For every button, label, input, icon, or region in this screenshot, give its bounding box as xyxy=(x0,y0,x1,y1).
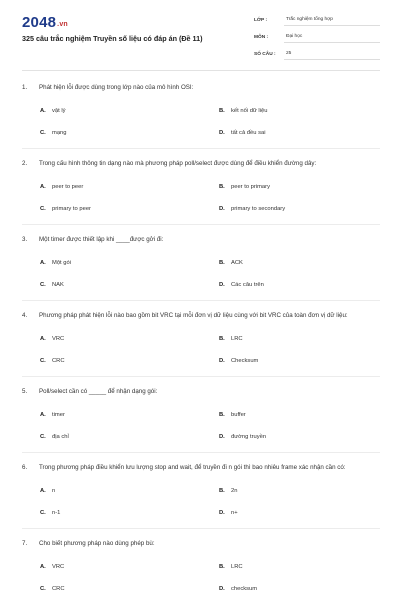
option-letter: A. xyxy=(40,564,46,570)
logo-text: 2048 xyxy=(22,14,57,31)
answer-option[interactable] xyxy=(201,426,380,448)
option-letter: D. xyxy=(219,586,225,592)
question-item xyxy=(0,82,400,144)
question-number: 7. xyxy=(22,540,28,547)
question-number: 1. xyxy=(22,84,28,91)
option-letter: D. xyxy=(219,358,225,364)
option-text: mạng xyxy=(52,130,67,136)
option-letter: A. xyxy=(40,184,46,190)
option-letter: A. xyxy=(40,336,46,342)
question-line xyxy=(22,158,380,170)
option-text: n-1 xyxy=(52,510,61,516)
answer-option[interactable] xyxy=(22,556,201,578)
answer-option[interactable] xyxy=(22,176,201,198)
question-line xyxy=(22,82,380,94)
option-text: LRC xyxy=(231,564,243,570)
option-text: Một gói xyxy=(52,260,72,266)
option-letter: D. xyxy=(219,130,225,136)
question-line xyxy=(22,234,380,246)
question-text: Phương pháp phát hiện lỗi nào bao gồm bit VRC tại mỗi đơn vị dữ liệu cùng với bit VRC của toàn đơn vị dữ liệu: xyxy=(39,312,348,319)
answer-option[interactable] xyxy=(201,176,380,198)
option-text: VRC xyxy=(52,336,65,342)
answer-option[interactable] xyxy=(22,274,201,296)
question-divider xyxy=(22,528,380,529)
option-text: kết nối dữ liệu xyxy=(231,108,268,114)
option-letter: B. xyxy=(219,488,225,494)
question-list xyxy=(0,82,400,600)
question-item xyxy=(0,386,400,448)
option-text: checksum xyxy=(231,586,258,592)
answer-option[interactable] xyxy=(201,122,380,144)
answer-option[interactable] xyxy=(201,252,380,274)
option-letter: A. xyxy=(40,488,46,494)
quiz-title: 325 câu trắc nghiệm Truyền số liệu có đáp án (Đề 11) xyxy=(22,34,203,43)
meta-label: SỐ CÂU : xyxy=(254,51,276,57)
header-divider xyxy=(22,70,380,71)
question-text: Một timer được thiết lập khi ____được gởi đi: xyxy=(39,236,164,243)
answer-option[interactable] xyxy=(22,252,201,274)
option-letter: D. xyxy=(219,434,225,440)
answer-option[interactable] xyxy=(22,198,201,220)
question-text: Poll/select cần có _____ để nhận dạng gói: xyxy=(39,388,158,395)
quiz-meta xyxy=(254,13,380,64)
answer-options xyxy=(22,328,380,372)
question-text: Trong cấu hình thông tin dạng nào mà phương pháp poll/select được dùng để điều khiển đường dây: xyxy=(39,160,317,167)
option-text: n xyxy=(52,488,56,494)
answer-option[interactable] xyxy=(201,556,380,578)
option-letter: A. xyxy=(40,260,46,266)
question-divider xyxy=(22,452,380,453)
option-text: NAK xyxy=(52,282,64,288)
answer-option[interactable] xyxy=(22,122,201,144)
answer-option[interactable] xyxy=(201,100,380,122)
option-text: peer to peer xyxy=(52,184,84,190)
option-letter: C. xyxy=(40,510,46,516)
answer-option[interactable] xyxy=(22,578,201,600)
question-text: Trong phương pháp điều khiển lưu lượng stop and wait, để truyền đi n gói thì bao nhiêu frame xác nhận cần có: xyxy=(39,464,346,471)
option-letter: B. xyxy=(219,184,225,190)
meta-row-class xyxy=(254,13,380,27)
meta-row-subject xyxy=(254,30,380,44)
option-text: tất cả đều sai xyxy=(231,130,266,136)
option-letter: C. xyxy=(40,130,46,136)
option-text: địa chỉ xyxy=(52,434,69,440)
answer-option[interactable] xyxy=(22,426,201,448)
question-divider xyxy=(22,300,380,301)
answer-option[interactable] xyxy=(201,328,380,350)
option-text: VRC xyxy=(52,564,65,570)
answer-options xyxy=(22,100,380,144)
option-letter: B. xyxy=(219,412,225,418)
option-letter: B. xyxy=(219,564,225,570)
option-text: buffer xyxy=(231,412,246,418)
option-text: Các câu trên xyxy=(231,282,264,288)
answer-option[interactable] xyxy=(201,274,380,296)
answer-option[interactable] xyxy=(201,350,380,372)
option-letter: B. xyxy=(219,108,225,114)
question-divider xyxy=(22,376,380,377)
answer-options xyxy=(22,252,380,296)
option-letter: A. xyxy=(40,412,46,418)
option-letter: B. xyxy=(219,336,225,342)
question-line xyxy=(22,538,380,550)
option-letter: D. xyxy=(219,282,225,288)
meta-value: Đại học xyxy=(284,31,380,43)
answer-options xyxy=(22,480,380,524)
option-letter: C. xyxy=(40,282,46,288)
question-divider xyxy=(22,224,380,225)
meta-label: LỚP : xyxy=(254,17,268,23)
question-text: Cho biết phương pháp nào dùng phép bù: xyxy=(39,540,155,547)
meta-row-count xyxy=(254,47,380,61)
option-letter: B. xyxy=(219,260,225,266)
option-text: n+ xyxy=(231,510,238,516)
option-letter: D. xyxy=(219,206,225,212)
option-letter: C. xyxy=(40,586,46,592)
answer-option[interactable] xyxy=(22,480,201,502)
option-text: primary to peer xyxy=(52,206,91,212)
answer-option[interactable] xyxy=(201,198,380,220)
site-logo[interactable] xyxy=(22,14,68,31)
question-item xyxy=(0,158,400,220)
option-letter: C. xyxy=(40,434,46,440)
option-text: Checksum xyxy=(231,358,259,364)
answer-option[interactable] xyxy=(201,404,380,426)
question-item xyxy=(0,234,400,296)
option-text: primary to secondary xyxy=(231,206,286,212)
question-text: Phát hiện lỗi được dùng trong lớp nào của mô hình OSI: xyxy=(39,84,194,91)
answer-option[interactable] xyxy=(22,328,201,350)
answer-option[interactable] xyxy=(201,480,380,502)
question-line xyxy=(22,462,380,474)
option-text: đường truyền xyxy=(231,434,267,440)
option-letter: A. xyxy=(40,108,46,114)
question-item xyxy=(0,310,400,372)
answer-option[interactable] xyxy=(201,502,380,524)
option-letter: C. xyxy=(40,206,46,212)
page-header xyxy=(0,0,400,72)
option-text: LRC xyxy=(231,336,243,342)
question-item xyxy=(0,538,400,600)
question-item xyxy=(0,462,400,524)
answer-options xyxy=(22,556,380,600)
question-line xyxy=(22,386,380,398)
question-number: 3. xyxy=(22,236,28,243)
option-text: CRC xyxy=(52,358,65,364)
option-text: 2n xyxy=(231,488,238,494)
question-line xyxy=(22,310,380,322)
option-letter: C. xyxy=(40,358,46,364)
answer-option[interactable] xyxy=(22,350,201,372)
option-letter: D. xyxy=(219,510,225,516)
answer-option[interactable] xyxy=(22,502,201,524)
meta-value: 25 xyxy=(284,48,380,60)
answer-option[interactable] xyxy=(201,578,380,600)
question-number: 6. xyxy=(22,464,28,471)
question-number: 2. xyxy=(22,160,28,167)
option-text: peer to primary xyxy=(231,184,270,190)
question-number: 5. xyxy=(22,388,28,395)
meta-label: MÔN : xyxy=(254,34,269,40)
answer-options xyxy=(22,404,380,448)
option-text: ACK xyxy=(231,260,243,266)
question-number: 4. xyxy=(22,312,28,319)
answer-option[interactable] xyxy=(22,100,201,122)
answer-option[interactable] xyxy=(22,404,201,426)
option-text: CRC xyxy=(52,586,65,592)
answer-options xyxy=(22,176,380,220)
option-text: timer xyxy=(52,412,65,418)
meta-value: Trắc nghiệm tổng hợp xyxy=(284,14,380,26)
logo-suffix: .vn xyxy=(57,21,68,28)
question-divider xyxy=(22,148,380,149)
option-text: vật lý xyxy=(52,108,66,114)
